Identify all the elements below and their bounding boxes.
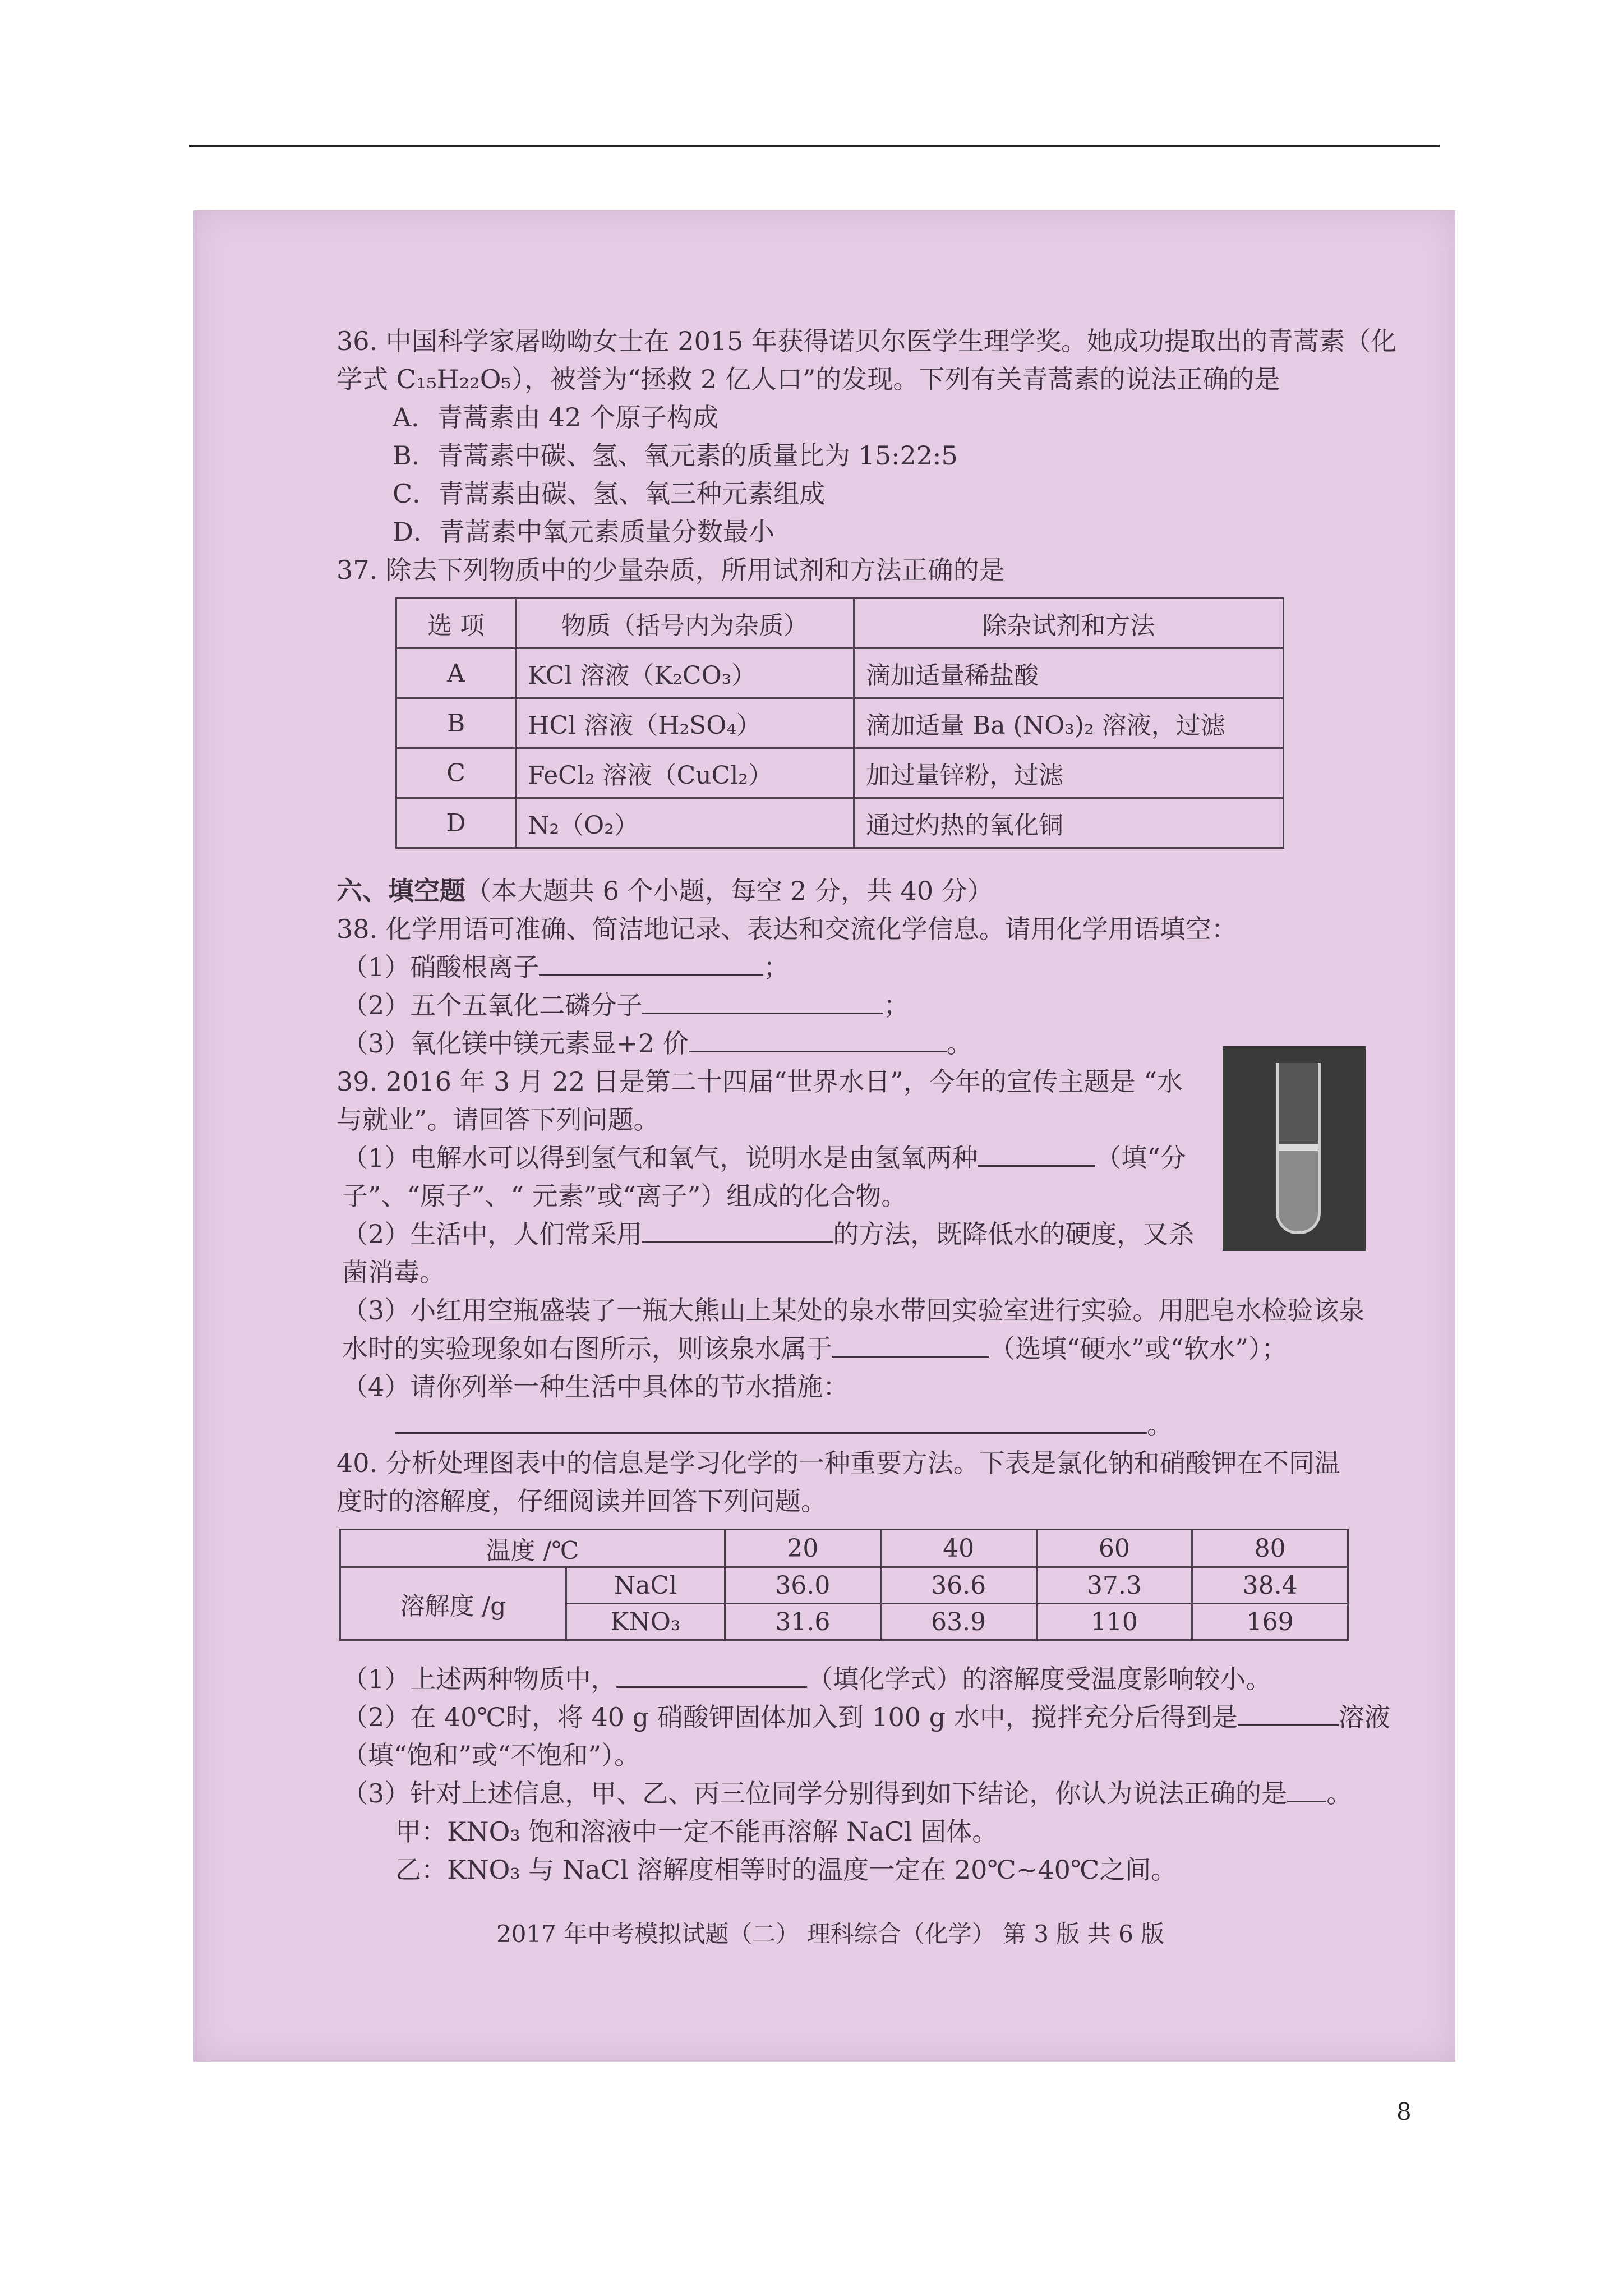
q40-yi: 乙：KNO₃ 与 NaCl 溶解度相等时的温度一定在 20℃~40℃之间。: [395, 1855, 1177, 1885]
q39-part4: （4）请你列举一种生活中具体的节水措施：: [342, 1372, 849, 1402]
q39-part4-answer: [395, 1406, 1173, 1443]
kno3-value: 63.9: [880, 1604, 1036, 1640]
nacl-value: 38.4: [1192, 1567, 1348, 1604]
nacl-value: 37.3: [1036, 1567, 1192, 1604]
punctuation: 。: [946, 1028, 972, 1059]
answer-blank[interactable]: [642, 987, 883, 1014]
q40-part2-tail: 溶液: [1338, 1702, 1390, 1732]
q36-option-a: A．青蒿素由 42 个原子构成: [393, 402, 718, 432]
header-substance: 物质（括号内为杂质）: [516, 599, 854, 648]
q39-line1: 39. 2016 年 3 月 22 日是第二十四届“世界水日”，今年的宣传主题是 “水: [336, 1066, 1183, 1097]
test-tube-icon: [1276, 1063, 1321, 1234]
punctuation: 。: [1147, 1410, 1173, 1440]
section-note: （本大题共 6 个小题，每空 2 分，共 40 分）: [465, 876, 993, 906]
cell-option: C: [396, 748, 516, 798]
page-footer: 2017 年中考模拟试题（二） 理科综合（化学） 第 3 版 共 6 版: [496, 1920, 1165, 1948]
temp-label: 温度 /℃: [340, 1530, 725, 1567]
q38-part2: [342, 987, 909, 1024]
punctuation: ；: [883, 990, 910, 1020]
q38-part2-text: （2）五个五氧化二磷分子: [342, 990, 643, 1020]
answer-blank[interactable]: [539, 949, 763, 976]
cell-option: D: [396, 798, 516, 848]
q36-line2: 学式 C₁₅H₂₂O₅），被誉为“拯救 2 亿人口”的发现。下列有关青蒿素的说法正确的是: [336, 364, 1280, 394]
answer-blank[interactable]: [395, 1406, 1147, 1434]
cell-method: 滴加适量稀盐酸: [854, 648, 1284, 698]
q39-part3b: [342, 1330, 1287, 1367]
table-row: [396, 748, 1284, 798]
q39-part1-hint: （填“分: [1095, 1143, 1186, 1173]
table-row: [340, 1567, 1348, 1604]
q39-line2: 与就业”。请回答下列问题。: [336, 1105, 660, 1135]
test-tube-photo: [1223, 1046, 1366, 1251]
q37-stem: 37. 除去下列物质中的少量杂质，所用试剂和方法正确的是: [336, 555, 1005, 585]
q39-part3a: （3）小红用空瓶盛装了一瓶大熊山上某处的泉水带回实验室进行实验。用肥皂水检验该泉: [342, 1295, 1365, 1326]
q36-option-b: B．青蒿素中碳、氢、氧元素的质量比为 15:22:5: [393, 440, 958, 471]
answer-blank[interactable]: [978, 1139, 1095, 1167]
table-header-row: [396, 599, 1284, 648]
table-row: [396, 648, 1284, 698]
cell-option: B: [396, 698, 516, 748]
q40-part1-text: （1）上述两种物质中，: [342, 1664, 617, 1694]
solubility-label: 溶解度 /g: [340, 1567, 566, 1640]
q40-jia: 甲：KNO₃ 饱和溶液中一定不能再溶解 NaCl 固体。: [395, 1816, 998, 1847]
table-header-row: [340, 1530, 1348, 1567]
exam-sheet: [193, 210, 1455, 2062]
cell-substance: KCl 溶液（K₂CO₃）: [516, 648, 854, 698]
q40-part2: [342, 1699, 1390, 1736]
kno3-value: 110: [1036, 1604, 1192, 1640]
top-rule: [189, 145, 1440, 147]
section-heading: [336, 872, 993, 909]
cell-substance: N₂（O₂）: [516, 798, 854, 848]
nacl-value: 36.6: [880, 1567, 1036, 1604]
punctuation: 。: [1326, 1778, 1353, 1809]
q39-part2-tail: 的方法，既降低水的硬度，又杀: [833, 1219, 1195, 1249]
q39-part3-text: 水时的实验现象如右图所示，则该泉水属于: [342, 1333, 832, 1364]
section-title: 六、填空题: [336, 876, 465, 906]
q38-part1: [342, 949, 789, 986]
q36-option-c: C．青蒿素由碳、氢、氧三种元素组成: [393, 478, 826, 509]
q38-stem: 38. 化学用语可准确、简洁地记录、表达和交流化学信息。请用化学用语填空：: [336, 914, 1237, 944]
temp-cell: 80: [1192, 1530, 1348, 1567]
q40-part1-tail: （填化学式）的溶解度受温度影响较小。: [807, 1664, 1272, 1694]
q36-line1: 36. 中国科学家屠呦呦女士在 2015 年获得诺贝尔医学生理学奖。她成功提取出的青蒿素（化: [336, 326, 1397, 356]
answer-blank[interactable]: [689, 1025, 947, 1052]
cell-method: 加过量锌粉，过滤: [854, 748, 1284, 798]
punctuation: ；: [763, 952, 790, 982]
answer-blank[interactable]: [616, 1660, 807, 1688]
q38-part3-text: （3）氧化镁中镁元素显+2 价: [342, 1028, 689, 1059]
page-number: 8: [1396, 2098, 1412, 2125]
q39-part2a: [342, 1216, 1194, 1253]
cell-method: 滴加适量 Ba (NO₃)₂ 溶液，过滤: [854, 698, 1284, 748]
cell-method: 通过灼热的氧化铜: [854, 798, 1284, 848]
temp-cell: 40: [880, 1530, 1036, 1567]
q39-part1c: 子”、“原子”、“ 元素”或“离子”）组成的化合物。: [342, 1181, 907, 1211]
answer-blank[interactable]: [642, 1216, 833, 1243]
kno3-label: KNO₃: [566, 1604, 725, 1640]
header-option: 选 项: [396, 599, 516, 648]
solubility-table: [339, 1529, 1349, 1641]
q40-part3: [342, 1775, 1352, 1812]
cell-option: A: [396, 648, 516, 698]
cell-substance: HCl 溶液（H₂SO₄）: [516, 698, 854, 748]
q39-part1a: [342, 1139, 1186, 1176]
q40-line2: 度时的溶解度，仔细阅读并回答下列问题。: [336, 1486, 827, 1516]
header-method: 除杂试剂和方法: [854, 599, 1284, 648]
table-row: [396, 698, 1284, 748]
kno3-value: 169: [1192, 1604, 1348, 1640]
q40-part2-text: （2）在 40℃时，将 40 g 硝酸钾固体加入到 100 g 水中，搅拌充分后得到是: [342, 1702, 1238, 1732]
temp-cell: 60: [1036, 1530, 1192, 1567]
q39-part2-text: （2）生活中，人们常采用: [342, 1219, 643, 1249]
q39-part2c: 菌消毒。: [342, 1257, 445, 1287]
q38-part1-text: （1）硝酸根离子: [342, 952, 540, 982]
q40-part3-text: （3）针对上述信息，甲、乙、丙三位同学分别得到如下结论，你认为说法正确的是: [342, 1778, 1288, 1809]
answer-blank[interactable]: [832, 1330, 989, 1358]
q36-option-d: D．青蒿素中氧元素质量分数最小: [393, 517, 774, 547]
q39-part1-text: （1）电解水可以得到氢气和氧气，说明水是由氢氧两种: [342, 1143, 978, 1173]
q40-part1: [342, 1660, 1271, 1697]
answer-blank[interactable]: [1238, 1699, 1339, 1726]
nacl-value: 36.0: [725, 1567, 881, 1604]
q40-part2c: （填“饱和”或“不饱和”）。: [342, 1740, 640, 1770]
q37-table: [395, 597, 1284, 849]
q40-line1: 40. 分析处理图表中的信息是学习化学的一种重要方法。下表是氯化钠和硝酸钾在不同温: [336, 1448, 1340, 1478]
q39-part3-hint: （选填“硬水”或“软水”）；: [989, 1333, 1288, 1364]
kno3-value: 31.6: [725, 1604, 881, 1640]
temp-cell: 20: [725, 1530, 881, 1567]
scanned-exam-page: [193, 210, 1455, 2062]
answer-blank[interactable]: [1287, 1775, 1326, 1802]
q38-part3: [342, 1025, 972, 1062]
cell-substance: FeCl₂ 溶液（CuCl₂）: [516, 748, 854, 798]
table-row: [396, 798, 1284, 848]
nacl-label: NaCl: [566, 1567, 725, 1604]
